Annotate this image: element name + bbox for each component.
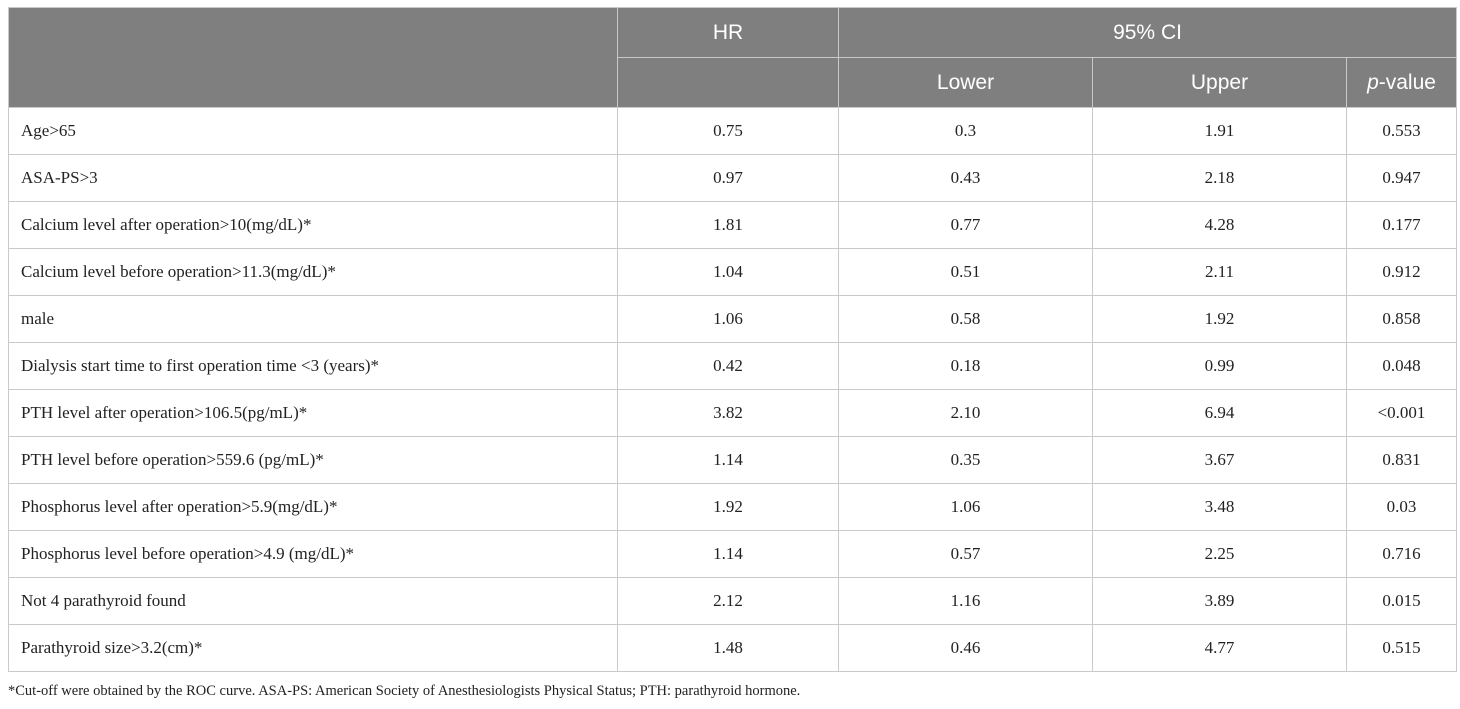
cell-lower: 0.46 (839, 625, 1093, 672)
row-label: Calcium level before operation>11.3(mg/dL)* (9, 249, 618, 296)
table-header (9, 8, 1457, 108)
row-label: male (9, 296, 618, 343)
cell-p-value: 0.177 (1347, 202, 1457, 249)
cell-upper: 3.48 (1093, 484, 1347, 531)
cell-p-value: 0.831 (1347, 437, 1457, 484)
table-row (9, 625, 1457, 672)
cell-p-value: 0.553 (1347, 108, 1457, 155)
header-lower: Lower (839, 58, 1093, 108)
row-label: Phosphorus level before operation>4.9 (mg/dL)* (9, 531, 618, 578)
row-label: PTH level before operation>559.6 (pg/mL)* (9, 437, 618, 484)
row-label: Dialysis start time to first operation time <3 (years)* (9, 343, 618, 390)
table-row (9, 390, 1457, 437)
cell-hr: 1.14 (618, 531, 839, 578)
table-body (9, 108, 1457, 672)
table-row (9, 108, 1457, 155)
row-label: Parathyroid size>3.2(cm)* (9, 625, 618, 672)
header-p-value (1347, 58, 1457, 108)
cell-hr: 1.48 (618, 625, 839, 672)
cell-lower: 1.16 (839, 578, 1093, 625)
cell-p-value: 0.947 (1347, 155, 1457, 202)
header-p-rest: -value (1378, 70, 1436, 94)
cell-hr: 3.82 (618, 390, 839, 437)
table-row (9, 578, 1457, 625)
cell-lower: 0.18 (839, 343, 1093, 390)
cell-lower: 0.51 (839, 249, 1093, 296)
cell-lower: 2.10 (839, 390, 1093, 437)
cell-upper: 2.25 (1093, 531, 1347, 578)
cell-lower: 1.06 (839, 484, 1093, 531)
cell-p-value: 0.048 (1347, 343, 1457, 390)
cell-hr: 0.75 (618, 108, 839, 155)
cell-lower: 0.35 (839, 437, 1093, 484)
cell-p-value: <0.001 (1347, 390, 1457, 437)
cell-p-value: 0.515 (1347, 625, 1457, 672)
cell-hr: 0.97 (618, 155, 839, 202)
row-label: Calcium level after operation>10(mg/dL)* (9, 202, 618, 249)
header-upper: Upper (1093, 58, 1347, 108)
cell-lower: 0.3 (839, 108, 1093, 155)
cell-upper: 3.67 (1093, 437, 1347, 484)
cell-lower: 0.57 (839, 531, 1093, 578)
cell-hr: 1.04 (618, 249, 839, 296)
cell-lower: 0.43 (839, 155, 1093, 202)
table-row (9, 296, 1457, 343)
table-footnote: *Cut-off were obtained by the ROC curve. ASA-PS: American Society of Anesthesiologists Physical Status; PTH: parathyroid hormone. (8, 683, 801, 699)
cell-upper: 6.94 (1093, 390, 1347, 437)
cell-hr: 1.81 (618, 202, 839, 249)
header-95-ci: 95% CI (839, 8, 1457, 58)
cell-upper: 0.99 (1093, 343, 1347, 390)
table-row (9, 531, 1457, 578)
row-label: PTH level after operation>106.5(pg/mL)* (9, 390, 618, 437)
table-row (9, 155, 1457, 202)
cell-lower: 0.58 (839, 296, 1093, 343)
results-table-container (8, 7, 1456, 700)
cell-upper: 2.18 (1093, 155, 1347, 202)
header-p-italic: p (1367, 70, 1379, 94)
cell-hr: 1.14 (618, 437, 839, 484)
table-row (9, 343, 1457, 390)
cell-upper: 2.11 (1093, 249, 1347, 296)
table-row (9, 484, 1457, 531)
cell-upper: 1.92 (1093, 296, 1347, 343)
row-label: Not 4 parathyroid found (9, 578, 618, 625)
table-row (9, 202, 1457, 249)
cell-hr: 0.42 (618, 343, 839, 390)
cell-p-value: 0.912 (1347, 249, 1457, 296)
hazard-ratio-table (8, 7, 1457, 672)
table-row (9, 437, 1457, 484)
cell-upper: 1.91 (1093, 108, 1347, 155)
cell-hr: 1.92 (618, 484, 839, 531)
table-row (9, 249, 1457, 296)
header-variable-empty (9, 8, 618, 108)
row-label: Phosphorus level after operation>5.9(mg/dL)* (9, 484, 618, 531)
cell-p-value: 0.015 (1347, 578, 1457, 625)
cell-hr: 2.12 (618, 578, 839, 625)
row-label: Age>65 (9, 108, 618, 155)
cell-lower: 0.77 (839, 202, 1093, 249)
cell-upper: 4.77 (1093, 625, 1347, 672)
cell-upper: 3.89 (1093, 578, 1347, 625)
header-hr: HR (618, 8, 839, 58)
row-label: ASA-PS>3 (9, 155, 618, 202)
header-hr-empty (618, 58, 839, 108)
cell-p-value: 0.03 (1347, 484, 1457, 531)
cell-p-value: 0.858 (1347, 296, 1457, 343)
cell-p-value: 0.716 (1347, 531, 1457, 578)
cell-hr: 1.06 (618, 296, 839, 343)
cell-upper: 4.28 (1093, 202, 1347, 249)
